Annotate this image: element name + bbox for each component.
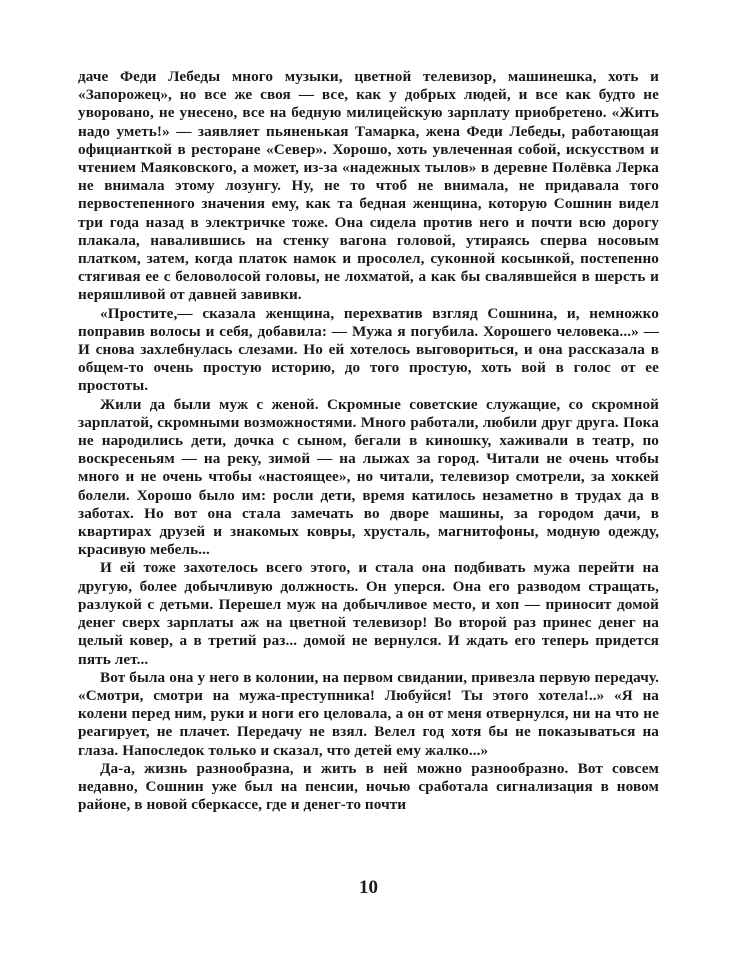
body-text bbox=[78, 68, 659, 814]
paragraph: «Простите,— сказала женщина, перехватив взгляд Сошнина, и, немножко поправив волосы и себя, добавила: — Мужа я погубила. Хорошего человека...» — И снова захлебнулась слезами. Но ей хотелось выговориться, и она рассказала в общем-то очень простую историю, до того простую, хоть вой в голос от ее простоты. bbox=[78, 304, 659, 395]
paragraph: Да-а, жизнь разнообразна, и жить в ней можно разнообразно. Вот совсем недавно, Сошнин уже был на пенсии, ночью сработала сигнализация в новом районе, в новой сберкассе, где и денег-то почти bbox=[78, 759, 659, 814]
paragraph: И ей тоже захотелось всего этого, и стала она подбивать мужа перейти на другую, более добычливую должность. Он уперся. Она его разводом стращать, разлукой с детьми. Перешел муж на добычливое место, и хоп — приносит домой денег сверх зарплаты аж на цветной телевизор! Во второй раз принес денег на целый ковер, а в третий раз... домой не вернулся. И ждать его теперь придется пять лет... bbox=[78, 559, 659, 668]
paragraph: Жили да были муж с женой. Скромные советские служащие, со скромной зарплатой, скромными возможностями. Много работали, любили друг друга. Пока не народились дети, дочка с сыном, бегали в киношку, хаживали в театр, по воскресеньям — на реку, зимой — на лыжах за город. Читали не очень чтобы много и не очень чтобы «настоящее», но читали, телевизор смотрели, за хоккей болели. Хорошо было им: росли дети, время катилось незаметно в трудах да в заботах. Но вот она стала замечать во дворе машины, за городом дачи, в квартирах друзей и знакомых ковры, хрусталь, магнитофоны, модную одежду, красивую мебель... bbox=[78, 395, 659, 559]
page-number: 10 bbox=[359, 877, 378, 898]
paragraph: Вот была она у него в колонии, на первом свидании, привезла первую передачу. «Смотри, смотри на мужа-преступника! Любуйся! Ты этого хотела!..» «Я на колени перед ним, руки и ноги его целовала, а он от меня отвернулся, ни на что не реагирует, не плачет. Передачу не взял. Велел год хотя бы не показываться на глаза. Напоследок только и сказал, что детей ему жалко...» bbox=[78, 668, 659, 759]
paragraph-continuation: даче Феди Лебеды много музыки, цветной телевизор, машинешка, хоть и «Запорожец», но все же своя — все, как у добрых людей, и все как будто не уворовано, не унесено, все на бедную милицейскую зарплату приобретено. «Жить надо уметь!» — заявляет пьяненькая Тамарка, жена Феди Лебеды, работающая официанткой в ресторане «Север». Хорошо, хоть увлеченная собой, искусством и чтением Маяковского, а может, из-за «надежных тылов» в деревне Полёвка Лерка не внимала этому лозунгу. Ну, не то чтоб не внимала, не придавала того первостепенного значения ему, как та бедная женщина, которую Сошнин видел три года назад в электричке тоже. Она сидела против него и почти всю дорогу плакала, навалившись на стенку вагона головой, утираясь сперва носовым платком, затем, когда платок намок и просолел, суконной косынкой, постепенно стягивая ее с беловолосой головы, не лохматой, а как бы свалявшейся в шерсть и неряшливой от давней завивки. bbox=[78, 68, 659, 304]
